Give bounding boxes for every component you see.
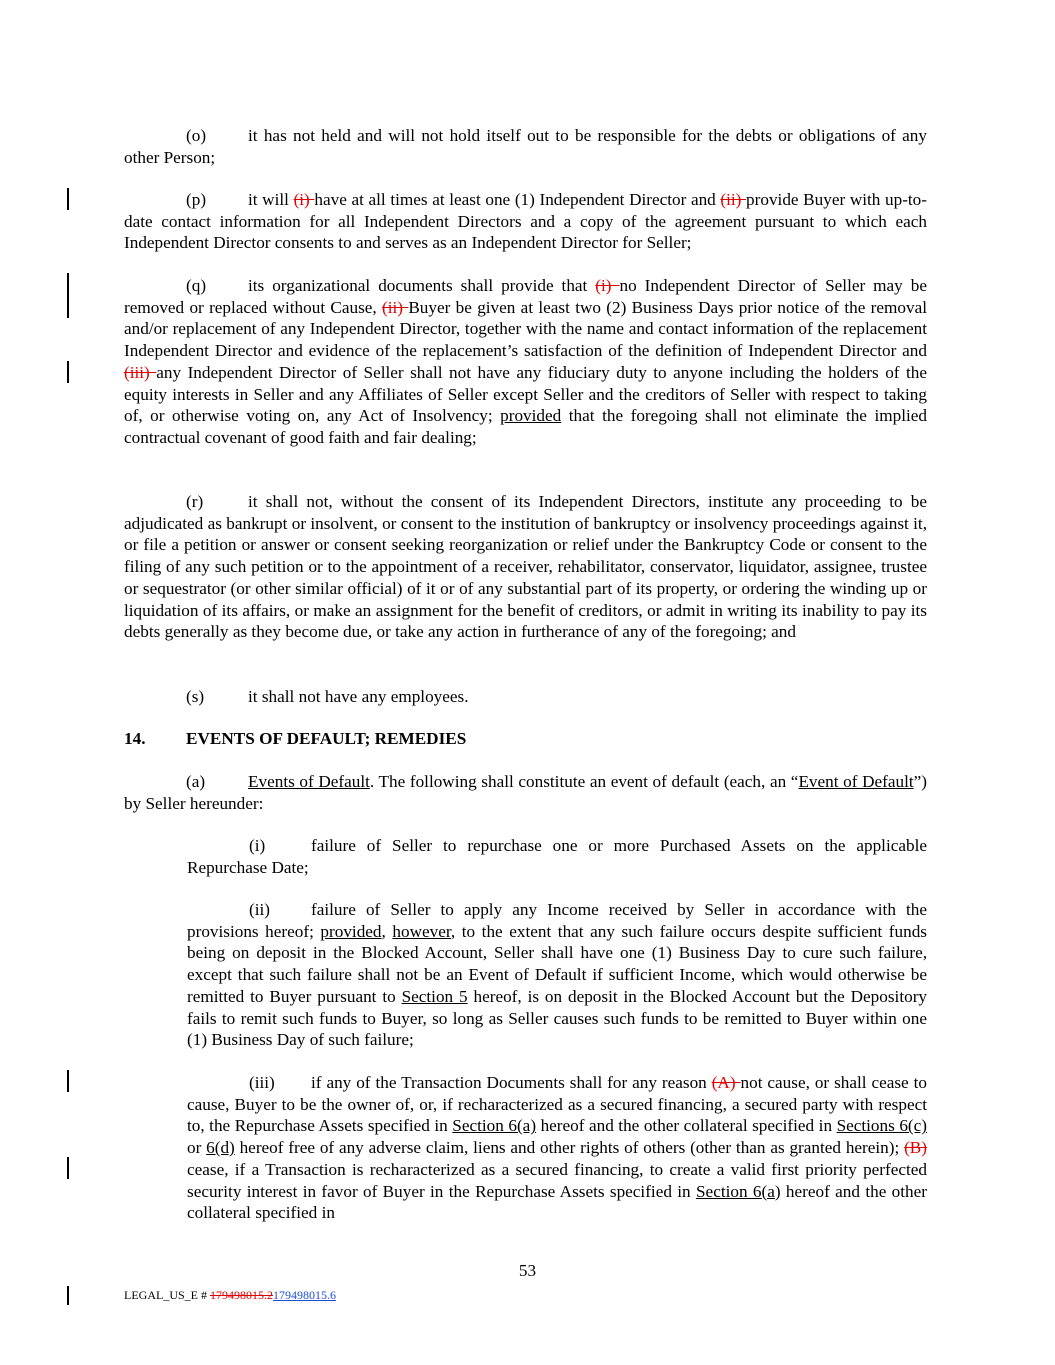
section-reference: 6(d): [206, 1138, 235, 1158]
paragraph-text: Buyer be given at least two (2) Business Days prior notice of the removal and/or replacement of any Independent Director, together with the name and contact information of the replacement Independent Director and evidence of the replacement’s satisfaction of the definition of Independent Director and: [124, 297, 927, 361]
defined-term: Events of Default: [248, 772, 370, 791]
clause-text: or: [187, 1138, 207, 1158]
paragraph-label: (p): [186, 190, 207, 209]
change-bar: [67, 188, 69, 210]
paragraph-r: [124, 491, 927, 643]
clause-text: hereof, is on deposit in the Blocked Account but the Depository fails to remit such funds to Buyer, so long as Seller causes such funds to be remitted to Buyer within one (1) Business Day of such failure;: [187, 986, 928, 1050]
clause-iii: [187, 1072, 927, 1224]
deleted-text: (i): [595, 276, 620, 295]
clause-text: failure of Seller to repurchase one or more Purchased Assets on the applicable Repurchase Date;: [187, 836, 927, 877]
clause-text: failure of Seller to apply any Income received by Seller in accordance with the provisions hereof;: [187, 900, 927, 941]
footer-prefix: LEGAL_US_E #: [124, 1288, 210, 1302]
deleted-text: (ii): [382, 297, 409, 317]
change-bar: [67, 1157, 69, 1179]
clause-text: hereof and the other collateral specified in: [187, 1181, 927, 1223]
defined-term: provided: [320, 921, 382, 941]
clause-label: (ii): [249, 900, 270, 919]
deleted-text: (A): [711, 1073, 741, 1092]
clause-text: ,: [381, 921, 393, 941]
footer-deleted-id: 179498015.2: [210, 1288, 273, 1302]
change-bar: [67, 1070, 69, 1092]
paragraph-text: . The following shall constitute an event of default (each, an “: [369, 772, 799, 791]
clause-label: (iii): [249, 1073, 275, 1092]
defined-term: provided: [500, 406, 562, 426]
deleted-text: (i): [293, 190, 315, 209]
clause-label: (i): [249, 836, 266, 855]
footer-inserted-id: 179498015.6: [273, 1288, 336, 1302]
section-title: EVENTS OF DEFAULT; REMEDIES: [186, 729, 467, 748]
clause-text: not cause, or shall cease to cause, Buyer to be the owner of, or, if recharacterized as a secured financing, a secured party with respect to, the Repurchase Assets specified in: [187, 1073, 927, 1136]
change-bar: [67, 1286, 69, 1305]
paragraph-o: [124, 125, 927, 168]
document-footer: [124, 1288, 336, 1303]
paragraph-text: its organizational documents shall provide that: [248, 276, 596, 295]
paragraph-text: any Independent Director of Seller shall not have any fiduciary duty to anyone including the holders of the equity interests in Seller and any Affiliates of Seller except Seller and the creditors of Seller with respect to taking of, or otherwise voting on, any Act of Insolvency;: [124, 362, 927, 426]
paragraph-text: it shall not, without the consent of its Independent Directors, institute any proceeding to be adjudicated as bankrupt or insolvent, or consent to the institution of bankruptcy or insolvency proceedings against it, or file a petition or answer or consent seeking reorganization or relief under the Bankruptcy Code or consent to the filing of any such petition or to the appointment of a receiver, rehabilitator, conservator, liquidator, assignee, trustee or sequestrator (or other similar official) of it or of any substantial part of its property, or ordering the winding up or liquidation of its affairs, or make an assignment for the benefit of creditors, or admit in writing its inability to pay its debts generally as they become due, or take any action in furtherance of any of the foregoing; and: [124, 492, 927, 642]
paragraph-text: no Independent Director of Seller may be removed or replaced without Cause,: [124, 276, 927, 317]
paragraph-s: [124, 686, 927, 708]
clause-text: hereof free of any adverse claim, liens and other rights of others (other than as granted herein);: [234, 1138, 905, 1158]
section-reference: Section 6(a): [696, 1181, 781, 1201]
paragraph-label: (r): [186, 492, 204, 511]
paragraph-text: have at all times at least one (1) Independent Director and: [314, 190, 721, 209]
clause-i: [187, 835, 927, 878]
page-number: 53: [518, 1261, 537, 1280]
paragraph-a: [124, 771, 927, 814]
paragraph-label: (s): [186, 687, 205, 706]
paragraph-text: it shall not have any employees.: [248, 687, 469, 706]
section-reference: Section 5: [401, 986, 468, 1006]
section-reference: Sections 6(c): [836, 1116, 927, 1136]
clause-text: cease, if a Transaction is recharacterized as a secured financing, to create a valid first priority perfected security interest in favor of Buyer in the Repurchase Assets specified in: [187, 1159, 927, 1201]
paragraph-text: provide Buyer with up-to-date contact information for all Independent Directors and a copy of the agreement pursuant to which each Independent Director consents to and serves as an Independent Director for Seller;: [124, 190, 928, 253]
clause-text: , to the extent that any such failure occurs despite sufficient funds being on deposit in the Blocked Account, Seller shall have one (1) Business Day to cure such failure, except that such failure shall not be an Event of Default if sufficient Income, which would otherwise be remitted to Buyer pursuant to: [187, 921, 927, 1006]
paragraph-text: it has not held and will not hold itself out to be responsible for the debts or obligations of any other Person;: [124, 126, 927, 167]
paragraph-label: (o): [186, 126, 207, 145]
clause-text: hereof and the other collateral specified in: [536, 1116, 837, 1136]
section-heading: [124, 729, 466, 749]
deleted-text: (iii): [124, 362, 157, 382]
clause-ii: [187, 899, 927, 1051]
clause-text: if any of the Transaction Documents shall for any reason: [311, 1073, 712, 1092]
paragraph-text: that the foregoing shall not eliminate the implied contractual covenant of good faith and fair dealing;: [124, 406, 927, 447]
change-bar: [67, 361, 69, 383]
paragraph-label: (a): [186, 772, 206, 791]
defined-term: Event of Default: [798, 772, 914, 791]
paragraph-label: (q): [186, 276, 207, 295]
paragraph-text: it will: [248, 190, 294, 209]
section-number: 14.: [124, 729, 146, 748]
deleted-text: (B): [904, 1138, 927, 1158]
paragraph-q: [124, 275, 927, 449]
paragraph-p: [124, 189, 927, 254]
change-bar: [67, 273, 69, 318]
defined-term: however: [392, 921, 451, 941]
section-reference: Section 6(a): [452, 1116, 537, 1136]
deleted-text: (ii): [720, 190, 747, 209]
paragraph-text: ”) by Seller hereunder:: [124, 772, 927, 813]
